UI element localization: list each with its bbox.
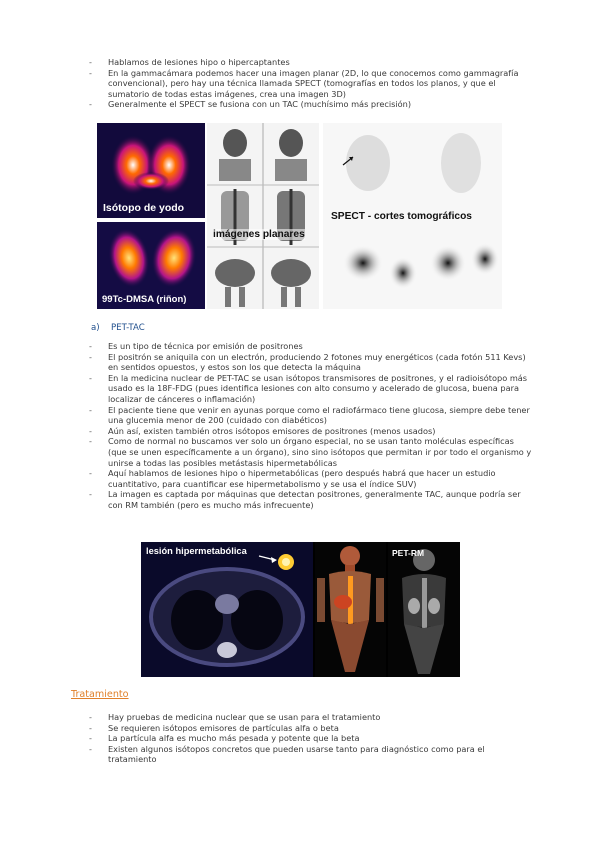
pet-rm-panel	[388, 542, 460, 677]
bullet-item: - El positrón se aniquila con un electrón, produciendo 2 fotones muy energéticos (cada fotón 511 Kevs) en sentidos opuestos, y estos son los que detecta la máquina	[86, 352, 532, 373]
treatment-bullet-list	[86, 712, 532, 765]
bullet-item: - Generalmente el SPECT se fusiona con un TAC (muchísimo más precisión)	[86, 99, 532, 110]
bullet-item: - Aquí hablamos de lesiones hipo o hipermetabólicas (pero después habrá que hacer un estudio cuantitativo, para cuantificar ese hipermetabolismo y se usa el índice SUV)	[86, 468, 532, 489]
iodine-label: Isótopo de yodo	[103, 202, 185, 214]
pet-bullet-list	[86, 341, 532, 511]
bullet-item: - Como de normal no buscamos ver solo un órgano especial, no se usan tanto moléculas específicas (que se unen específicamente a un órgano), sino sino isótopos que permitan ir por todo el organismo y unirse a todas las posibles metástasis hipermetabólicas	[86, 436, 532, 468]
bullet-item: - Se requieren isótopos emisores de partículas alfa o beta	[86, 723, 532, 734]
bullet-item: - Existen algunos isótopos concretos que pueden usarse tanto para diagnóstico como para el tratamiento	[86, 744, 532, 765]
spect-label: SPECT - cortes tomográficos	[331, 211, 472, 222]
bullet-item: - La imagen es captada por máquinas que detectan positrones, generalmente TAC, aunque podría ser con RM también (pero es mucho más infrecuente)	[86, 489, 532, 510]
intro-bullet-list	[86, 57, 532, 110]
pet-body-panel	[315, 542, 386, 677]
heading-title: PET-TAC	[111, 323, 145, 333]
figure-pet-scans	[141, 542, 460, 677]
pet-tac-heading	[91, 323, 145, 333]
pet-rm-label: PET-RM	[392, 548, 425, 558]
dmsa-label: 99Tc-DMSA (riñon)	[102, 294, 187, 305]
planar-scans	[207, 123, 319, 309]
bullet-item: - Es un tipo de técnica por emisión de positrones	[86, 341, 532, 352]
bullet-item: - En la medicina nuclear de PET-TAC se usan isótopos transmisores de positrones, y el radioisótopo más usado es la 18F-FDG (pues identifica lesiones con alto consumo y acelerado de glucosa, buena para localizar de cánceres o inflamación)	[86, 373, 532, 405]
bullet-item: - En la gammacámara podemos hacer una imagen planar (2D, lo que conocemos como gammagrafía convencional), pero hay una técnica llamada SPECT (tomografías en todos los planos, y que el sumatorio de todas estas imágenes, crea una imagen 3D)	[86, 68, 532, 100]
bullet-item: - Hablamos de lesiones hipo o hipercaptantes	[86, 57, 532, 68]
pet-rm-image	[388, 542, 460, 677]
lesion-label: lesión hipermetabólica	[146, 546, 247, 556]
axial-pet-ct-panel	[141, 542, 313, 677]
dmsa-kidney-scan	[97, 222, 205, 309]
bullet-item: - La partícula alfa es mucho más pesada y potente que la beta	[86, 733, 532, 744]
bullet-item: - Hay pruebas de medicina nuclear que se usan para el tratamiento	[86, 712, 532, 723]
axial-scan-image	[141, 542, 313, 677]
bullet-item: - Aún así, existen también otros isótopos emisores de positrones (menos usados)	[86, 426, 532, 437]
planar-images-panel	[207, 123, 319, 309]
heading-number: a)	[91, 323, 100, 333]
treatment-heading: Tratamiento	[71, 689, 129, 700]
pet-body-image	[315, 542, 386, 677]
spect-slices-panel	[323, 123, 502, 309]
bullet-item: - El paciente tiene que venir en ayunas porque como el radiofármaco tiene glucosa, siempre debe tener una glucemia menor de 200 (cuidado con diabéticos)	[86, 405, 532, 426]
iodine-thyroid-scan	[97, 123, 205, 218]
planar-label: imágenes planares	[213, 229, 305, 240]
figure-spect-planar	[97, 123, 502, 309]
